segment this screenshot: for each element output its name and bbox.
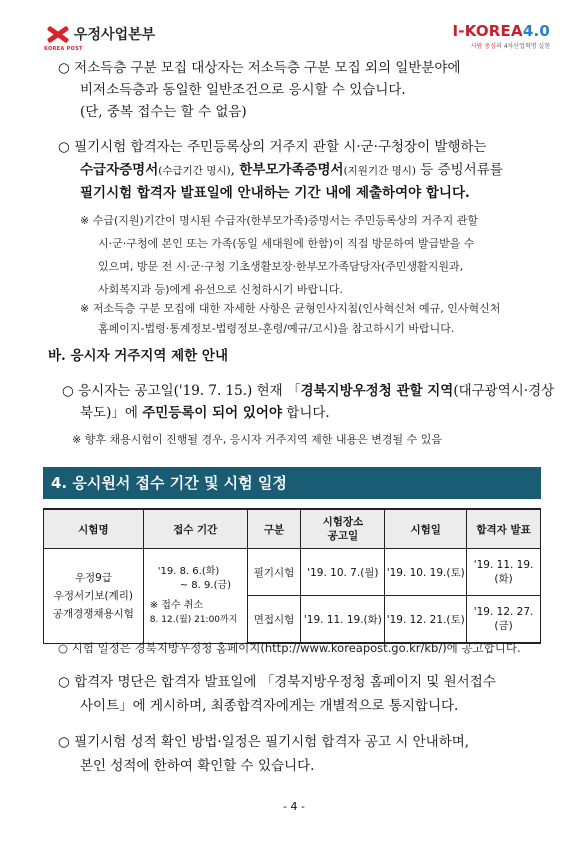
th-venue-notice: 시험장소 공고일 [301,509,385,549]
th-receipt-period: 접수 기간 [143,509,247,549]
row1-result: '19. 11. 19.(화) [467,549,541,596]
page-header [0,0,588,60]
brand-sub-em: 사람 중심 [470,43,496,50]
row1-venue: '19. 10. 7.(월) [301,549,385,596]
th-result-date: 합격자 발표 [467,509,541,549]
receipt-period-cell: '19. 8. 6.(화) ~ 8. 9.(금) ※ 접수 취소 8. 12.(월) 21:00까지 [143,549,247,644]
para-residence-line1: ○ 응시자는 공고일('19. 7. 15.) 현재 「경북지방우정청 관할 지역(대구광역시·경상 [62,383,555,399]
note-residence-change: ※ 향후 채용시험이 진행될 경우, 응시자 거주지역 제한 내용은 변경될 수 있음 [72,433,442,446]
exam-name-cell: 우정9급 우정서기보(계리) 공개경쟁채용시험 [44,549,144,644]
brand-sub: 의 4차산업혁명 실현 [495,43,550,50]
org-sub: KOREA POST [44,46,83,52]
para-score-line1: ○ 필기시험 성적 확인 방법·일정은 필기시험 합격자 공고 시 안내하며, [58,734,470,750]
para-low-income-line3: (단, 중복 접수는 할 수 없음) [80,104,247,120]
para-residence-line2: 북도)」에 주민등록이 되어 있어야 합니다. [80,405,330,421]
row2-result: '19. 12. 27.(금) [467,596,541,644]
note-cert-line3: 있으며, 방문 전 시·군·구청 기초생활보장·한부모가족담당자(주민생활지원과, [98,260,464,273]
row1-date: '19. 10. 19.(토) [385,549,467,596]
th-exam-date: 시험일 [385,509,467,549]
para-results-line2: 사이트」에 게시하며, 최종합격자에게는 개별적으로 통지합니다. [80,698,459,714]
th-kind: 구분 [247,509,301,549]
brand-num: 4.0 [522,22,550,40]
table-row [44,549,541,596]
section-4-title: 4. 응시원서 접수 기간 및 시험 일정 [43,467,541,499]
para-results-line1: ○ 합격자 명단은 합격자 발표일에 「경북지방우정청 홈페이지 및 원서접수 [58,674,496,690]
page-number: - 4 - [283,800,305,813]
para-low-income-line2: 비저소득층과 동일한 일반조건으로 응시할 수 있습니다. [80,82,406,98]
note-cert-line4: 사회복지과 등)에게 유선으로 신청하시기 바랍니다. [98,283,343,296]
row2-kind: 면접시험 [247,596,301,644]
para-submit-docs-line1: ○ 필기시험 합격자는 주민등록상의 거주지 관할 시·군·구청장이 발행하는 [58,139,487,155]
korea-post-emblem-icon [44,22,70,46]
i-korea-logo [452,22,550,50]
note-guideline-line1: ※ 저소득층 구분 모집에 대한 자세한 사항은 균형인사지침(인사혁신처 예규, 인사혁신처 [80,302,501,315]
row1-kind: 필기시험 [247,549,301,596]
org-name: 우정사업본부 [74,27,156,43]
schedule-table [43,508,541,644]
korea-post-logo [44,22,155,46]
para-submit-docs-line2: 수급자증명서(수급기간 명시), 한부모가족증명서(지원기간 명시) 등 증빙서류를 [80,162,503,178]
para-score-line2: 본인 성적에 한하여 확인할 수 있습니다. [80,758,315,774]
brand-main: I-KOREA [452,22,523,40]
row2-venue: '19. 11. 19.(화) [301,596,385,644]
section-residence-title: 바. 응시자 거주지역 제한 안내 [48,348,228,364]
table-header-row [44,509,541,549]
row2-date: '19. 12. 21.(토) [385,596,467,644]
para-schedule-notice: ○ 시험 일정은 경북지방우정청 홈페이지(http://www.koreapost.go.kr/kb/)에 공고합니다. [58,641,521,655]
note-cert-line2: 시·군·구청에 본인 또는 가족(동일 세대원에 한함)이 직접 방문하여 발급받을 수 [98,237,475,250]
para-submit-docs-line3: 필기시험 합격자 발표일에 안내하는 기간 내에 제출하여야 합니다. [80,185,470,201]
th-exam-name: 시험명 [44,509,144,549]
note-guideline-line2: 홈페이지-법령·통계정보-법령정보-훈령/예규/고시)을 참고하시기 바랍니다. [98,322,455,335]
para-low-income-line1: ○ 저소득층 구분 모집 대상자는 저소득층 구분 모집 외의 일반분야에 [58,60,461,76]
note-cert-line1: ※ 수급(지원)기간이 명시된 수급자(한부모가족)증명서는 주민등록상의 거주지 관할 [80,214,479,227]
